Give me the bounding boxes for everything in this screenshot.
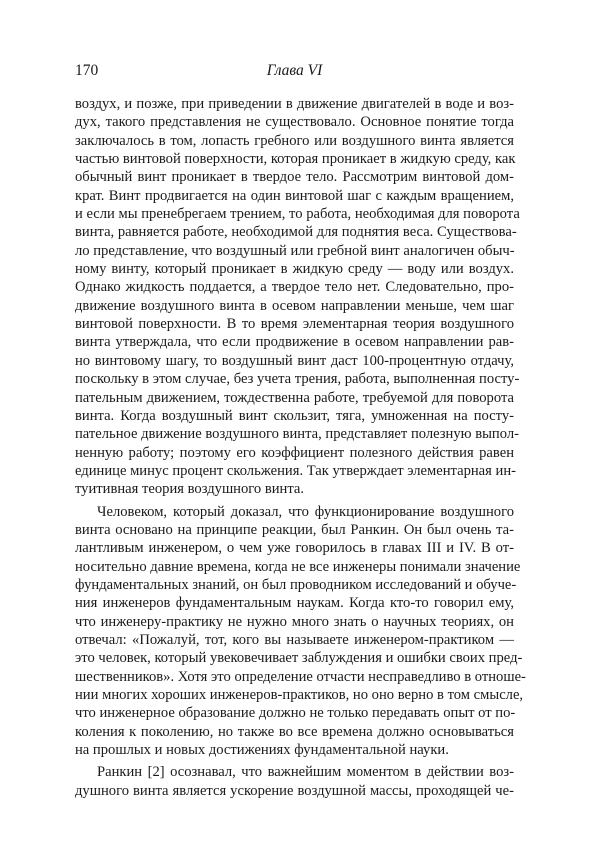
- text-line: воздух, и позже, при приведении в движение двигателей в воде и воз-: [75, 96, 514, 112]
- text-line: пательным движением, тождественна работе, требуемой для поворота: [75, 389, 514, 406]
- text-line: коления к поколению, но также во все времена должно основываться: [75, 723, 514, 740]
- text-line: обычный винт проникает в твердое тело. Рассмотрим винтовой дом-: [75, 169, 514, 186]
- text-line: движение воздушного винта в осевом направлении меньше, чем шаг: [75, 297, 514, 314]
- text-line: туитивная теория воздушного винта.: [75, 481, 305, 498]
- page-number: 170: [75, 62, 99, 79]
- text-line: на прошлых и новых достижениях фундаментальной науки.: [75, 742, 449, 759]
- text-line: крат. Винт продвигается на один винтовой шаг с каждым вращением,: [75, 187, 514, 204]
- page-header: [75, 62, 514, 82]
- text-line: и если мы пренебрегаем трением, то работа, необходимая для поворота: [75, 206, 520, 223]
- text-line: что инженерное образование должно не только передавать опыт от по-: [75, 705, 516, 722]
- running-head: Глава VI: [266, 62, 323, 79]
- text-line: но винтовому шагу, то воздушный винт даст 100-процентную отдачу,: [75, 352, 514, 369]
- text-line: Человеком, который доказал, что функционирование воздушного: [97, 503, 514, 520]
- text-line: винта. Когда воздушный винт скользит, тяга, умноженная на посту-: [75, 407, 514, 424]
- text-line: дух, такого представления не существовало. Основное понятие тогда: [75, 114, 514, 131]
- text-line: ния инженеров фундаментальным наукам. Когда кто-то говорил ему,: [75, 595, 514, 612]
- text-line: частью винтовой поверхности, которая проникает в жидкую среду, как: [75, 151, 516, 168]
- text-line: винта основано на принципе реакции, был Ранкин. Он был очень та-: [75, 521, 514, 538]
- text-line: носительно давние времена, когда не все инженеры понимали значение: [75, 558, 521, 575]
- body-text: [75, 95, 526, 800]
- text-line: ненную работу; поэтому его коэффициент полезного действия равен: [75, 444, 514, 461]
- paragraph: [75, 763, 514, 800]
- text-line: винта, равняется работе, необходимой для поднятия веса. Существова-: [75, 224, 517, 241]
- text-line: винта утверждала, что если продвижение в осевом направлении рав-: [75, 334, 514, 351]
- text-line: нии многих хороших инженеров-практиков, но оно верно в том смысле,: [75, 687, 524, 703]
- text-line: душного винта является ускорение воздушной массы, проходящей че-: [75, 782, 514, 799]
- text-line: шественников». Хотя это определение отчасти несправедливо в отноше-: [75, 668, 526, 685]
- text-line: фундаментальных знаний, он был проводником исследований и обуче-: [75, 576, 517, 593]
- text-line: отвечал: «Пожалуй, тот, кого вы называете инженером-практиком —: [75, 631, 514, 648]
- text-line: винтовой поверхности. В то время элементарная теория воздушного: [75, 316, 514, 333]
- text-line: заключалось в том, лопасть гребного или воздушного винта является: [75, 132, 514, 149]
- text-line: ному винту, который проникает в жидкую среду — воду или воздух.: [75, 261, 514, 278]
- text-line: ло представление, что воздушный или гребной винт аналогичен обыч-: [75, 242, 515, 259]
- text-line: единице минус процент скольжения. Так утверждает элементарная ин-: [75, 462, 516, 479]
- text-line: Ранкин [2] осознавал, что важнейшим моментом в действии воз-: [97, 764, 514, 781]
- text-line: что инженеру-практику не нужно много знать о научных теориях, он: [75, 613, 514, 630]
- text-line: лантливым инженером, о чем уже говорилось в главах III и IV. В от-: [75, 540, 514, 557]
- paragraph: [75, 503, 526, 760]
- text-line: Однако жидкость поддается, а твердое тело нет. Следовательно, про-: [75, 279, 514, 296]
- text-line: поскольку в этом случае, без учета трения, работа, выполненная посту-: [75, 371, 520, 388]
- paragraph: [75, 95, 520, 499]
- text-line: пательное движение воздушного винта, представляет полезную выпол-: [75, 426, 519, 443]
- text-line: это человек, который увековечивает заблуждения и ошибки своих пред-: [75, 650, 523, 667]
